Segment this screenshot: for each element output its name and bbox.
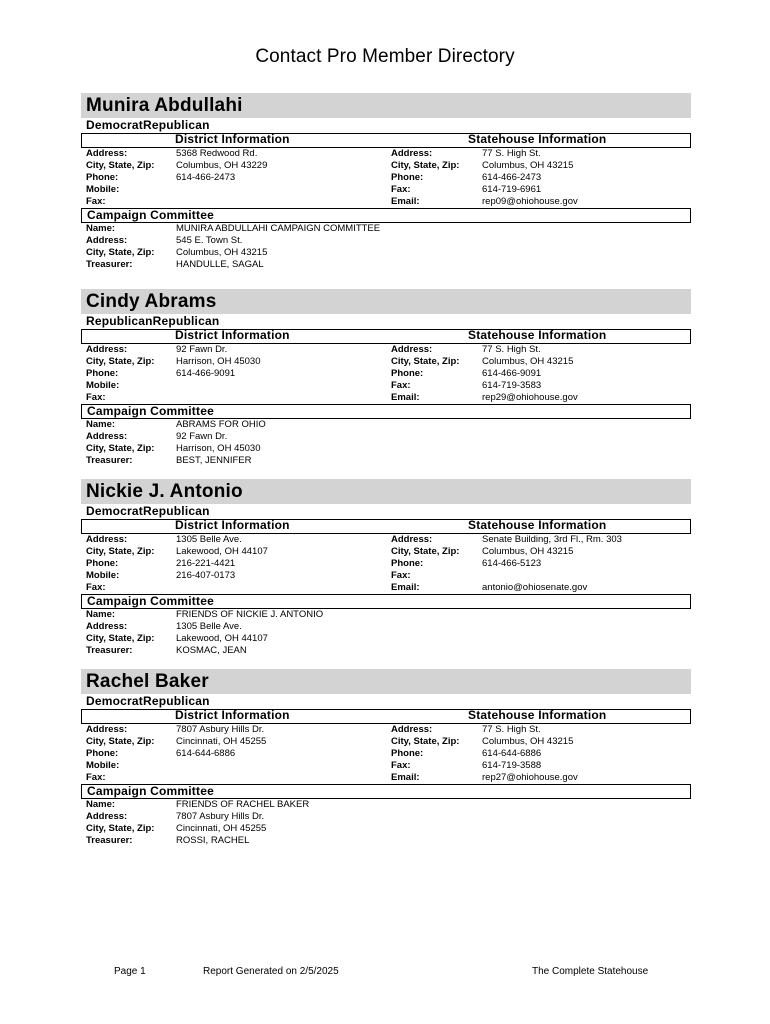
- label: City, State, Zip:: [86, 823, 155, 834]
- row-city: [81, 160, 691, 172]
- statehouse-email: rep27@ohiohouse.gov: [482, 772, 578, 783]
- statehouse-city: Columbus, OH 43215: [482, 356, 574, 367]
- label: Fax:: [391, 760, 411, 771]
- label: Phone:: [391, 172, 424, 183]
- row-campaign-treasurer: [81, 645, 691, 657]
- row-campaign-address: [81, 431, 691, 443]
- statehouse-info-heading: Statehouse Information: [468, 518, 607, 532]
- label: Address:: [86, 235, 128, 246]
- label: Fax:: [391, 570, 411, 581]
- statehouse-fax: 614-719-6961: [482, 184, 542, 195]
- statehouse-email: rep29@ohiohouse.gov: [482, 392, 578, 403]
- label: Address:: [86, 724, 128, 735]
- label: Address:: [86, 148, 128, 159]
- campaign-city: Columbus, OH 43215: [176, 247, 268, 258]
- statehouse-address: Senate Building, 3rd Fl., Rm. 303: [482, 534, 622, 545]
- row-campaign-city: [81, 443, 691, 455]
- label: Name:: [86, 419, 116, 430]
- row-campaign-name: [81, 799, 691, 811]
- label: Phone:: [391, 368, 424, 379]
- campaign-treasurer: HANDULLE, SAGAL: [176, 259, 264, 270]
- district-address: 92 Fawn Dr.: [176, 344, 228, 355]
- member-party: DemocratRepublican: [86, 118, 210, 132]
- label: Treasurer:: [86, 455, 133, 466]
- row-mobile-fax: [81, 570, 691, 582]
- row-phone: [81, 368, 691, 380]
- row-fax-email: [81, 582, 691, 594]
- row-campaign-treasurer: [81, 835, 691, 847]
- member-party: DemocratRepublican: [86, 694, 210, 708]
- label: City, State, Zip:: [86, 546, 155, 557]
- district-city: Cincinnati, OH 45255: [176, 736, 267, 747]
- row-address: [81, 724, 691, 736]
- section-header: [81, 133, 691, 148]
- statehouse-phone: 614-466-2473: [482, 172, 542, 183]
- label: Mobile:: [86, 380, 120, 391]
- label: Address:: [86, 431, 128, 442]
- statehouse-city: Columbus, OH 43215: [482, 736, 574, 747]
- label: City, State, Zip:: [86, 356, 155, 367]
- member-card: [81, 289, 691, 467]
- footer-page-number: Page 1: [114, 966, 146, 977]
- campaign-committee-heading: Campaign Committee: [81, 208, 691, 223]
- statehouse-fax: 614-719-3588: [482, 760, 542, 771]
- member-name: Rachel Baker: [81, 669, 691, 694]
- row-campaign-city: [81, 823, 691, 835]
- label: Phone:: [86, 172, 119, 183]
- label: Address:: [391, 724, 433, 735]
- row-city: [81, 546, 691, 558]
- campaign-committee-heading: Campaign Committee: [81, 594, 691, 609]
- label: City, State, Zip:: [86, 247, 155, 258]
- district-address: 1305 Belle Ave.: [176, 534, 242, 545]
- row-city: [81, 736, 691, 748]
- statehouse-email: rep09@ohiohouse.gov: [482, 196, 578, 207]
- label: Phone:: [86, 748, 119, 759]
- statehouse-email: antonio@ohiosenate.gov: [482, 582, 588, 593]
- district-phone: 614-466-2473: [176, 172, 236, 183]
- label: City, State, Zip:: [86, 633, 155, 644]
- label: Address:: [86, 344, 128, 355]
- label: Address:: [86, 811, 128, 822]
- row-campaign-address: [81, 235, 691, 247]
- district-address: 5368 Redwood Rd.: [176, 148, 258, 159]
- district-info-heading: District Information: [175, 132, 290, 146]
- label: City, State, Zip:: [391, 160, 460, 171]
- campaign-name: MUNIRA ABDULLAHI CAMPAIGN COMMITTEE: [176, 223, 381, 234]
- row-city: [81, 356, 691, 368]
- district-phone: 614-644-6886: [176, 748, 236, 759]
- campaign-city: Harrison, OH 45030: [176, 443, 261, 454]
- label: Name:: [86, 799, 116, 810]
- campaign-committee-heading: Campaign Committee: [81, 784, 691, 799]
- label: Treasurer:: [86, 645, 133, 656]
- row-fax-email: [81, 196, 691, 208]
- label: Email:: [391, 582, 420, 593]
- footer-report-generated: Report Generated on 2/5/2025: [203, 966, 339, 977]
- campaign-address: 1305 Belle Ave.: [176, 621, 242, 632]
- label: Phone:: [86, 558, 119, 569]
- label: City, State, Zip:: [391, 546, 460, 557]
- campaign-rows: [81, 799, 691, 847]
- label: Phone:: [391, 748, 424, 759]
- label: Email:: [391, 772, 420, 783]
- label: City, State, Zip:: [86, 160, 155, 171]
- label: Fax:: [86, 392, 106, 403]
- district-info-heading: District Information: [175, 518, 290, 532]
- district-mobile: 216-407-0173: [176, 570, 236, 581]
- campaign-city: Cincinnati, OH 45255: [176, 823, 267, 834]
- label: Name:: [86, 223, 116, 234]
- member-name: Cindy Abrams: [81, 289, 691, 314]
- statehouse-address: 77 S. High St.: [482, 724, 541, 735]
- label: Phone:: [391, 558, 424, 569]
- row-phone: [81, 558, 691, 570]
- campaign-city: Lakewood, OH 44107: [176, 633, 268, 644]
- campaign-rows: [81, 609, 691, 657]
- district-phone: 216-221-4421: [176, 558, 236, 569]
- statehouse-info-heading: Statehouse Information: [468, 132, 607, 146]
- row-address: [81, 534, 691, 546]
- member-name: Munira Abdullahi: [81, 93, 691, 118]
- campaign-name: ABRAMS FOR OHIO: [176, 419, 266, 430]
- district-address: 7807 Asbury Hills Dr.: [176, 724, 265, 735]
- row-mobile-fax: [81, 184, 691, 196]
- statehouse-city: Columbus, OH 43215: [482, 546, 574, 557]
- label: Fax:: [391, 380, 411, 391]
- row-mobile-fax: [81, 760, 691, 772]
- label: Fax:: [391, 184, 411, 195]
- row-mobile-fax: [81, 380, 691, 392]
- row-fax-email: [81, 772, 691, 784]
- label: Mobile:: [86, 760, 120, 771]
- statehouse-phone: 614-466-5123: [482, 558, 542, 569]
- row-address: [81, 344, 691, 356]
- statehouse-address: 77 S. High St.: [482, 148, 541, 159]
- row-phone: [81, 748, 691, 760]
- contact-rows: [81, 148, 691, 208]
- row-campaign-name: [81, 223, 691, 235]
- member-party: DemocratRepublican: [86, 504, 210, 518]
- label: Phone:: [86, 368, 119, 379]
- member-name: Nickie J. Antonio: [81, 479, 691, 504]
- statehouse-address: 77 S. High St.: [482, 344, 541, 355]
- member-card: [81, 479, 691, 657]
- page-title: Contact Pro Member Directory: [255, 46, 515, 67]
- label: Fax:: [86, 772, 106, 783]
- member-party: RepublicanRepublican: [86, 314, 220, 328]
- label: Name:: [86, 609, 116, 620]
- statehouse-phone: 614-644-6886: [482, 748, 542, 759]
- statehouse-city: Columbus, OH 43215: [482, 160, 574, 171]
- row-campaign-treasurer: [81, 455, 691, 467]
- row-campaign-city: [81, 633, 691, 645]
- member-card: [81, 669, 691, 847]
- district-city: Harrison, OH 45030: [176, 356, 261, 367]
- row-campaign-name: [81, 419, 691, 431]
- label: Address:: [391, 148, 433, 159]
- member-card: [81, 93, 691, 271]
- campaign-treasurer: ROSSI, RACHEL: [176, 835, 250, 846]
- row-campaign-name: [81, 609, 691, 621]
- label: City, State, Zip:: [391, 356, 460, 367]
- row-campaign-city: [81, 247, 691, 259]
- campaign-address: 545 E. Town St.: [176, 235, 243, 246]
- label: Email:: [391, 392, 420, 403]
- row-fax-email: [81, 392, 691, 404]
- label: Mobile:: [86, 184, 120, 195]
- label: Fax:: [86, 582, 106, 593]
- section-header: [81, 329, 691, 344]
- statehouse-phone: 614-466-9091: [482, 368, 542, 379]
- district-info-heading: District Information: [175, 328, 290, 342]
- label: City, State, Zip:: [86, 736, 155, 747]
- statehouse-fax: 614-719-3583: [482, 380, 542, 391]
- campaign-address: 7807 Asbury Hills Dr.: [176, 811, 265, 822]
- label: Treasurer:: [86, 835, 133, 846]
- campaign-address: 92 Fawn Dr.: [176, 431, 228, 442]
- campaign-treasurer: KOSMAC, JEAN: [176, 645, 247, 656]
- row-campaign-address: [81, 621, 691, 633]
- label: Fax:: [86, 196, 106, 207]
- label: Treasurer:: [86, 259, 133, 270]
- row-phone: [81, 172, 691, 184]
- campaign-name: FRIENDS OF NICKIE J. ANTONIO: [176, 609, 324, 620]
- section-header: [81, 519, 691, 534]
- contact-rows: [81, 724, 691, 784]
- label: Address:: [391, 534, 433, 545]
- district-city: Lakewood, OH 44107: [176, 546, 268, 557]
- row-address: [81, 148, 691, 160]
- contact-rows: [81, 344, 691, 404]
- label: City, State, Zip:: [391, 736, 460, 747]
- district-info-heading: District Information: [175, 708, 290, 722]
- label: Mobile:: [86, 570, 120, 581]
- district-phone: 614-466-9091: [176, 368, 236, 379]
- campaign-committee-heading: Campaign Committee: [81, 404, 691, 419]
- campaign-name: FRIENDS OF RACHEL BAKER: [176, 799, 310, 810]
- contact-rows: [81, 534, 691, 594]
- statehouse-info-heading: Statehouse Information: [468, 708, 607, 722]
- row-campaign-address: [81, 811, 691, 823]
- campaign-rows: [81, 223, 691, 271]
- label: City, State, Zip:: [86, 443, 155, 454]
- label: Email:: [391, 196, 420, 207]
- campaign-rows: [81, 419, 691, 467]
- row-campaign-treasurer: [81, 259, 691, 271]
- label: Address:: [86, 621, 128, 632]
- label: Address:: [86, 534, 128, 545]
- district-city: Columbus, OH 43229: [176, 160, 268, 171]
- statehouse-info-heading: Statehouse Information: [468, 328, 607, 342]
- footer-company: The Complete Statehouse: [532, 966, 649, 977]
- section-header: [81, 709, 691, 724]
- label: Address:: [391, 344, 433, 355]
- campaign-treasurer: BEST, JENNIFER: [176, 455, 252, 466]
